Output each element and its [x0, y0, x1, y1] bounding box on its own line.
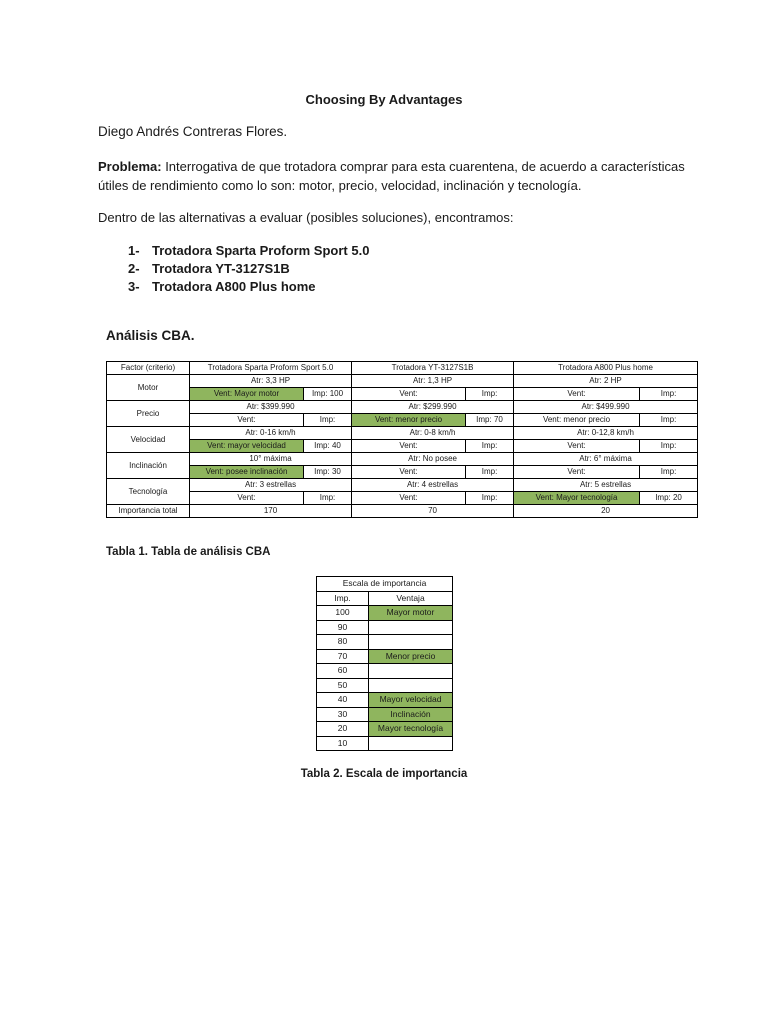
scale-imp: 80: [317, 635, 369, 650]
importance-cell: Imp:: [640, 414, 698, 427]
problem-statement: [98, 157, 688, 195]
problem-text: Interrogativa de que trotadora comprar para esta cuarentena, de acuerdo a características útiles de rendimiento como lo son: motor, precio, velocidad, inclinación y tecnología.: [98, 159, 685, 193]
total-value: 170: [190, 505, 352, 518]
option-label: Trotadora A800 Plus home: [152, 279, 316, 294]
attribute-cell: Atr: 3 estrellas: [190, 479, 352, 492]
importance-cell: Imp:: [466, 492, 514, 505]
table-row: [107, 427, 698, 440]
importance-cell: Imp: 40: [304, 440, 352, 453]
advantage-cell: Vent: Mayor tecnología: [514, 492, 640, 505]
table-row: [107, 492, 698, 505]
scale-imp: 60: [317, 664, 369, 679]
advantage-cell: Vent:: [190, 414, 304, 427]
scale-imp: 20: [317, 722, 369, 737]
column-header: Trotadora Sparta Proform Sport 5.0: [190, 362, 352, 375]
option-number: 2-: [128, 261, 140, 276]
table-row: [107, 440, 698, 453]
table-row: [107, 388, 698, 401]
advantage-cell: Vent:: [352, 440, 466, 453]
advantage-cell: Vent:: [190, 492, 304, 505]
attribute-cell: Atr: No posee: [352, 453, 514, 466]
table-row: [317, 664, 453, 679]
scale-imp: 30: [317, 707, 369, 722]
scale-imp: 10: [317, 736, 369, 751]
column-header: Trotadora YT-3127S1B: [352, 362, 514, 375]
importance-cell: Imp:: [466, 388, 514, 401]
table-row: [107, 375, 698, 388]
advantage-cell: Vent:: [514, 466, 640, 479]
scale-advantage: [369, 678, 453, 693]
attribute-cell: Atr: 0-12,8 km/h: [514, 427, 698, 440]
advantage-cell: Vent:: [352, 492, 466, 505]
attribute-cell: Atr: $399.990: [190, 401, 352, 414]
table-row: [317, 678, 453, 693]
attribute-cell: Atr: 6° máxima: [514, 453, 698, 466]
attribute-cell: Atr: 4 estrellas: [352, 479, 514, 492]
table-row: [317, 693, 453, 708]
table-row: [317, 736, 453, 751]
attribute-cell: Atr: $299.990: [352, 401, 514, 414]
total-value: 20: [514, 505, 698, 518]
attribute-cell: Atr: 0-16 km/h: [190, 427, 352, 440]
scale-advantage: [369, 736, 453, 751]
importance-cell: Imp:: [466, 440, 514, 453]
table-row: [317, 635, 453, 650]
total-label: Importancia total: [107, 505, 190, 518]
advantage-cell: Vent: Mayor motor: [190, 388, 304, 401]
section-title: Análisis CBA.: [106, 328, 195, 343]
option-number: 1-: [128, 243, 140, 258]
attribute-cell: Atr: $499.990: [514, 401, 698, 414]
list-item: [128, 242, 369, 260]
table-row: [317, 591, 453, 606]
scale-title: Escala de importancia: [317, 577, 453, 592]
attribute-cell: Atr: 2 HP: [514, 375, 698, 388]
importance-cell: Imp: 70: [466, 414, 514, 427]
advantage-cell: Vent: menor precio: [514, 414, 640, 427]
table-total-row: [107, 505, 698, 518]
table-row: [317, 620, 453, 635]
table1-caption: Tabla 1. Tabla de análisis CBA: [106, 546, 271, 558]
options-list: [128, 242, 369, 296]
importance-cell: Imp: 20: [640, 492, 698, 505]
table-row: [317, 606, 453, 621]
attribute-cell: Atr: 3,3 HP: [190, 375, 352, 388]
table-row: [107, 401, 698, 414]
importance-cell: Imp: 100: [304, 388, 352, 401]
factor-name: Precio: [107, 401, 190, 427]
table-row: [107, 453, 698, 466]
advantage-cell: Vent: posee inclinación: [190, 466, 304, 479]
importance-scale-table: [316, 576, 453, 751]
author-name: Diego Andrés Contreras Flores.: [98, 124, 288, 139]
importance-cell: Imp: 30: [304, 466, 352, 479]
option-label: Trotadora YT-3127S1B: [152, 261, 290, 276]
table-row: [317, 577, 453, 592]
problem-label: Problema:: [98, 159, 162, 174]
importance-cell: Imp:: [466, 466, 514, 479]
scale-advantage: Mayor motor: [369, 606, 453, 621]
attribute-cell: Atr: 5 estrellas: [514, 479, 698, 492]
factor-name: Inclinación: [107, 453, 190, 479]
table-row: [317, 707, 453, 722]
scale-advantage: [369, 635, 453, 650]
table-header-row: [107, 362, 698, 375]
advantage-cell: Vent:: [514, 388, 640, 401]
column-header: Trotadora A800 Plus home: [514, 362, 698, 375]
list-item: [128, 278, 369, 296]
scale-advantage: Inclinación: [369, 707, 453, 722]
table2-caption: Tabla 2. Escala de importancia: [300, 768, 468, 780]
scale-advantage: Mayor tecnología: [369, 722, 453, 737]
table-row: [317, 722, 453, 737]
document-title: Choosing By Advantages: [305, 92, 463, 107]
column-header: Imp.: [317, 591, 369, 606]
list-item: [128, 260, 369, 278]
factor-name: Velocidad: [107, 427, 190, 453]
alternatives-intro: Dentro de las alternativas a evaluar (posibles soluciones), encontramos:: [98, 210, 514, 225]
attribute-cell: Atr: 0-8 km/h: [352, 427, 514, 440]
table-row: [107, 466, 698, 479]
cba-table: [106, 361, 698, 518]
scale-imp: 90: [317, 620, 369, 635]
option-number: 3-: [128, 279, 140, 294]
column-header: Factor (criterio): [107, 362, 190, 375]
scale-advantage: [369, 620, 453, 635]
table-row: [317, 649, 453, 664]
importance-cell: Imp:: [304, 492, 352, 505]
scale-advantage: [369, 664, 453, 679]
attribute-cell: Atr: 1,3 HP: [352, 375, 514, 388]
importance-cell: Imp:: [640, 466, 698, 479]
scale-advantage: Menor precio: [369, 649, 453, 664]
importance-cell: Imp:: [640, 388, 698, 401]
table-row: [107, 414, 698, 427]
scale-imp: 70: [317, 649, 369, 664]
scale-imp: 40: [317, 693, 369, 708]
importance-cell: Imp:: [640, 440, 698, 453]
scale-imp: 50: [317, 678, 369, 693]
scale-imp: 100: [317, 606, 369, 621]
advantage-cell: Vent:: [352, 388, 466, 401]
option-label: Trotadora Sparta Proform Sport 5.0: [152, 243, 370, 258]
advantage-cell: Vent: mayor velocidad: [190, 440, 304, 453]
factor-name: Tecnología: [107, 479, 190, 505]
importance-cell: Imp:: [304, 414, 352, 427]
column-header: Ventaja: [369, 591, 453, 606]
advantage-cell: Vent:: [514, 440, 640, 453]
advantage-cell: Vent: menor precio: [352, 414, 466, 427]
attribute-cell: 10° máxima: [190, 453, 352, 466]
advantage-cell: Vent:: [352, 466, 466, 479]
scale-advantage: Mayor velocidad: [369, 693, 453, 708]
factor-name: Motor: [107, 375, 190, 401]
table-row: [107, 479, 698, 492]
total-value: 70: [352, 505, 514, 518]
